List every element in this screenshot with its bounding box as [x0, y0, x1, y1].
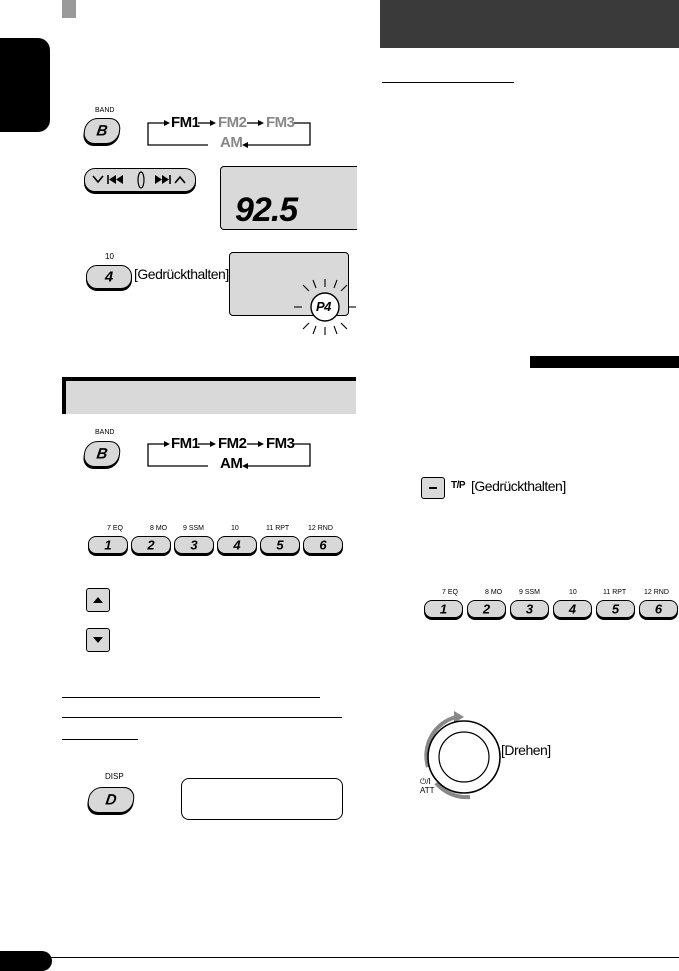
preset-6-key: 6 [319, 537, 327, 553]
up-button[interactable] [86, 588, 110, 612]
disp-button[interactable] [86, 787, 136, 813]
fm1-label: FM1 [171, 114, 200, 131]
fm3-label-2: FM3 [266, 435, 295, 452]
r-preset-6-button[interactable] [639, 600, 678, 618]
preset-4-row-button[interactable] [217, 536, 257, 554]
r-preset-4-button[interactable] [553, 600, 592, 618]
footer-rule [0, 957, 679, 958]
r-preset-1-button[interactable] [424, 600, 463, 618]
r-preset-6-sublabel: 12 RND [644, 589, 669, 596]
power-label: ⏻/I [420, 777, 431, 786]
preset-2-key: 2 [147, 537, 155, 553]
down-button[interactable] [86, 628, 110, 652]
r-preset-1-key: 1 [439, 601, 448, 617]
r-preset-6-key: 6 [654, 601, 663, 617]
r-preset-3-sublabel: 9 SSM [519, 589, 541, 596]
preset-4-key-label: 4 [104, 268, 114, 286]
right-heading-underline [382, 82, 514, 83]
preset-number-label: 10 [105, 252, 114, 261]
down-arrow-icon [92, 635, 104, 645]
minus-icon [429, 487, 437, 489]
fm2-label: FM2 [218, 114, 247, 131]
band-label: BAND [95, 107, 115, 114]
up-arrow-icon [92, 595, 104, 605]
r-preset-4-key: 4 [568, 601, 577, 617]
right-header-bar [380, 0, 679, 48]
r-preset-2-button[interactable] [467, 600, 506, 618]
preset-1-button[interactable] [88, 536, 128, 554]
band-button-2[interactable] [82, 441, 122, 467]
text-underline-1 [62, 697, 320, 698]
preset-4-button[interactable] [86, 265, 132, 289]
band-key-letter-2: B [95, 445, 109, 463]
band-button[interactable] [82, 118, 122, 144]
disp-label: DISP [105, 772, 124, 781]
r-preset-1-sublabel: 7 EQ [442, 589, 458, 596]
frequency-display [220, 166, 357, 230]
disp-display-box [181, 778, 343, 820]
page-number-tab [0, 951, 52, 971]
r-preset-4-sublabel: 10 [569, 589, 577, 596]
r-preset-3-button[interactable] [510, 600, 549, 618]
band-key-letter: B [95, 122, 109, 140]
seek-button[interactable] [84, 168, 196, 192]
att-label: ATT [420, 786, 435, 795]
tp-hold-label: [Gedrückthalten] [471, 478, 566, 494]
am-label-2: AM [220, 455, 243, 472]
disp-key-letter: D [104, 791, 118, 809]
preset-3-key: 3 [190, 537, 198, 553]
side-tab [0, 38, 50, 132]
text-underline-2 [62, 717, 342, 718]
section-header-bar [62, 377, 356, 414]
fm1-label-2: FM1 [171, 435, 200, 452]
preset-1-sublabel: 7 EQ [107, 525, 123, 532]
right-black-bar [530, 356, 679, 368]
seek-icons [89, 171, 193, 189]
preset-5-sublabel: 11 RPT [266, 525, 290, 532]
preset-2-sublabel: 8 MO [150, 525, 168, 532]
r-preset-5-sublabel: 11 RPT [603, 589, 627, 596]
preset-3-button[interactable] [174, 536, 214, 554]
preset-hold-label: [Gedrückthalten] [134, 266, 229, 282]
r-preset-2-key: 2 [482, 601, 491, 617]
frequency-value: 92.5 [235, 191, 298, 229]
tp-label: T/P [451, 480, 466, 491]
band-label-2: BAND [95, 429, 115, 436]
text-underline-3 [62, 739, 138, 740]
r-preset-3-key: 3 [525, 601, 534, 617]
tp-button[interactable] [421, 477, 445, 499]
preset-1-key: 1 [104, 537, 112, 553]
preset-4-key: 4 [233, 537, 241, 553]
preset-3-sublabel: 9 SSM [183, 525, 205, 532]
r-preset-2-sublabel: 8 MO [485, 589, 503, 596]
preset-4-sublabel: 10 [231, 525, 239, 532]
fm2-label-2: FM2 [218, 435, 247, 452]
r-preset-5-button[interactable] [596, 600, 635, 618]
preset-indicator: P4 [316, 299, 331, 314]
preset-5-button[interactable] [260, 536, 300, 554]
preset-6-sublabel: 12 RND [308, 525, 333, 532]
preset-5-key: 5 [276, 537, 284, 553]
preset-6-button[interactable] [303, 536, 343, 554]
r-preset-5-key: 5 [611, 601, 620, 617]
volume-turn-label: [Drehen] [501, 742, 551, 758]
fm3-label: FM3 [266, 114, 295, 131]
preset-2-button[interactable] [131, 536, 171, 554]
am-label: AM [220, 134, 243, 151]
section-marker [62, 0, 76, 18]
